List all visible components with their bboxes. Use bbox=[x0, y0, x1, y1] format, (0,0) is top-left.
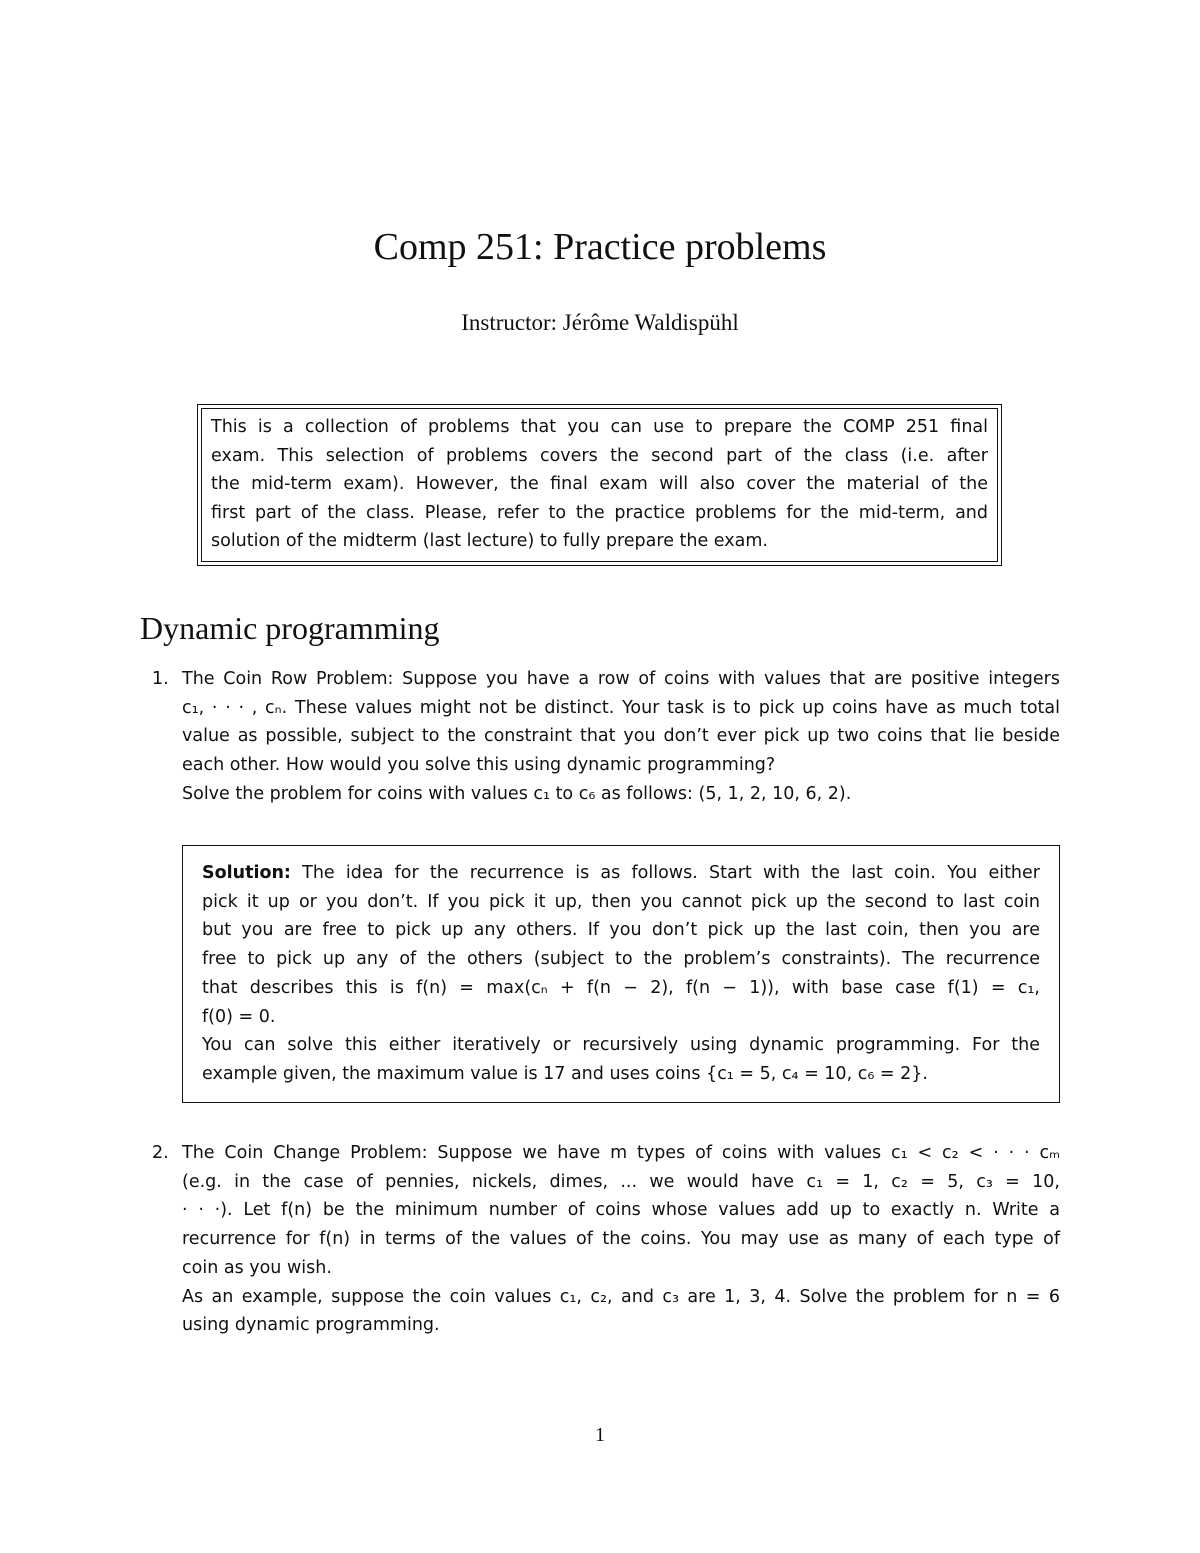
solution-line: that describes this is f(n) = max(cₙ + f(n − 2), f(n − 1)), with base case f(1) = c₁, bbox=[202, 977, 1040, 998]
problem-number: 2. bbox=[152, 1143, 169, 1163]
problem-body bbox=[182, 1139, 1060, 1340]
notice-line: This is a collection of problems that you can use to prepare the COMP 251 final bbox=[211, 417, 988, 437]
page-title: Comp 251: Practice problems bbox=[373, 226, 827, 268]
section-heading: Dynamic programming bbox=[140, 610, 440, 646]
notice-line: exam. This selection of problems covers the second part of the class (i.e. after bbox=[211, 445, 988, 466]
problem-line: Solve the problem for coins with values c₁ to c₆ as follows: (5, 1, 2, 10, 6, 2). bbox=[182, 783, 852, 804]
notice-line: solution of the midterm (last lecture) to fully prepare the exam. bbox=[211, 531, 768, 551]
problem-line: recurrence for f(n) in terms of the values of the coins. You may use as many of each type of bbox=[182, 1229, 1060, 1250]
instructor-line: Instructor: Jérôme Waldispühl bbox=[461, 310, 739, 335]
problem-body bbox=[182, 665, 1060, 809]
notice-line: first part of the class. Please, refer to the practice problems for the mid-term, and bbox=[211, 502, 988, 523]
problem-line: · · ·). Let f(n) be the minimum number of coins whose values add up to exactly n. Write a bbox=[182, 1200, 1060, 1221]
solution-box bbox=[182, 845, 1060, 1103]
problem-line: c₁, · · · , cₙ. These values might not be distinct. Your task is to pick up coins have as much total bbox=[182, 697, 1060, 718]
problem-1 bbox=[152, 665, 1060, 809]
solution-line: You can solve this either iteratively or recursively using dynamic programming. For the bbox=[202, 1035, 1040, 1056]
problem-number: 1. bbox=[152, 669, 169, 689]
solution-line: f(0) = 0. bbox=[202, 1006, 276, 1027]
solution-line bbox=[202, 859, 1040, 888]
page-number: 1 bbox=[595, 1424, 605, 1446]
solution-line: but you are free to pick up any others. If you don’t pick up the last coin, then you are bbox=[202, 920, 1040, 941]
notice-box bbox=[197, 404, 1002, 566]
problem-line: each other. How would you solve this using dynamic programming? bbox=[182, 755, 776, 776]
problem-line: value as possible, subject to the constraint that you don’t ever pick up two coins that lie beside bbox=[182, 726, 1060, 747]
problem-line: (e.g. in the case of pennies, nickels, dimes, ... we would have c₁ = 1, c₂ = 5, c₃ = 10, bbox=[182, 1171, 1060, 1192]
solution-line: free to pick up any of the others (subject to the problem’s constraints). The recurrence bbox=[202, 949, 1040, 970]
solution-line: example given, the maximum value is 17 and uses coins {c₁ = 5, c₄ = 10, c₆ = 2}. bbox=[202, 1063, 928, 1084]
problem-line: coin as you wish. bbox=[182, 1257, 332, 1278]
problem-line: The Coin Row Problem: Suppose you have a row of coins with values that are positive integers bbox=[182, 669, 1060, 689]
solution-label: Solution: bbox=[202, 863, 291, 883]
solution-text: The idea for the recurrence is as follows. Start with the last coin. You either bbox=[302, 863, 1040, 883]
notice-box-inner bbox=[201, 408, 998, 562]
solution-line: pick it up or you don’t. If you pick it up, then you cannot pick up the second to last coin bbox=[202, 891, 1040, 912]
notice-line: the mid-term exam). However, the final exam will also cover the material of the bbox=[211, 474, 988, 494]
problem-line: using dynamic programming. bbox=[182, 1315, 440, 1336]
problem-line: As an example, suppose the coin values c₁, c₂, and c₃ are 1, 3, 4. Solve the problem for n = 6 bbox=[182, 1286, 1060, 1307]
problem-2 bbox=[152, 1139, 1060, 1340]
problem-line: The Coin Change Problem: Suppose we have m types of coins with values c₁ < c₂ < · · · cₘ bbox=[182, 1143, 1060, 1163]
